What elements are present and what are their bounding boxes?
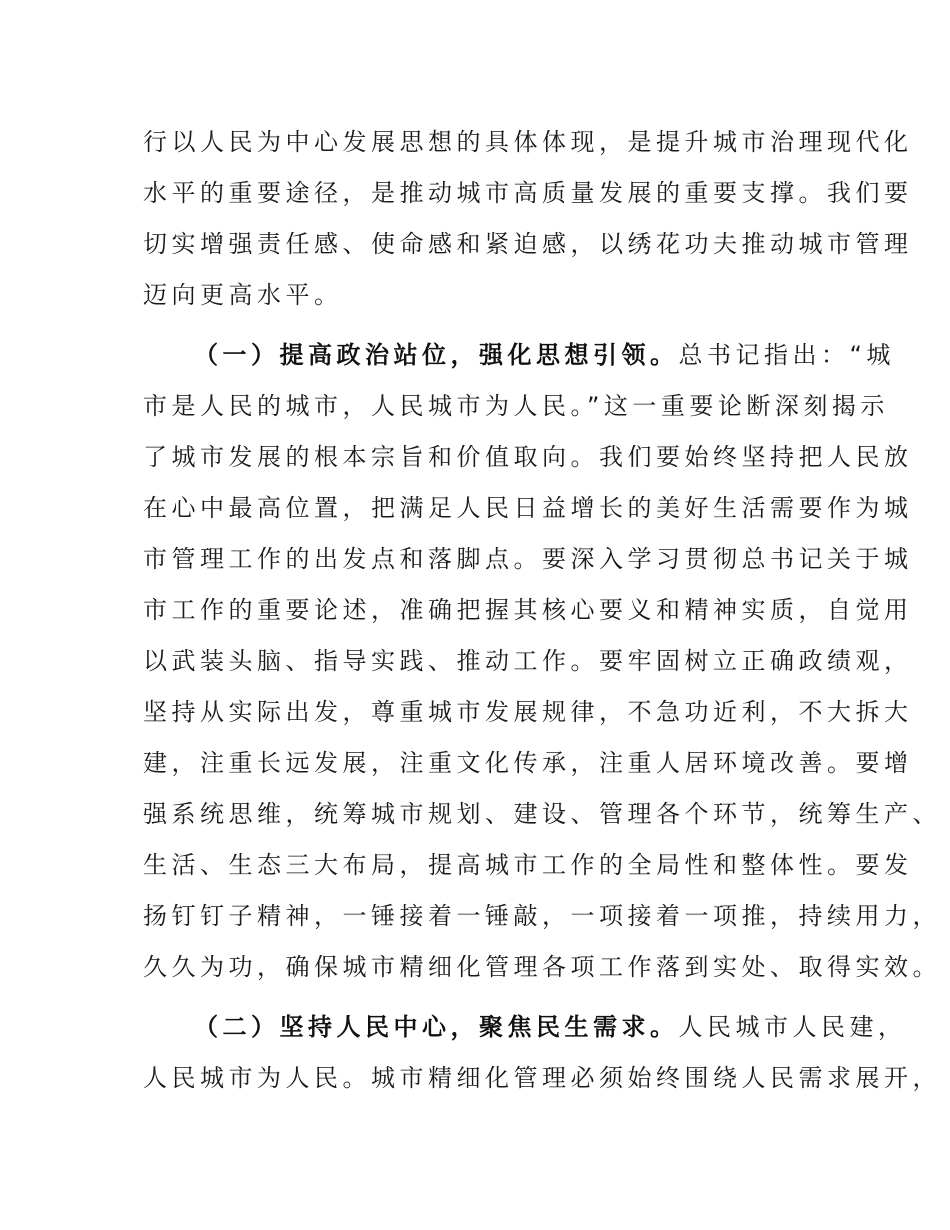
intro-line: 迈向更高水平。: [143, 281, 343, 309]
section1-line: 久久为功，确保城市精细化管理各项工作落到实处、取得实效。: [143, 953, 941, 981]
intro-line: 切实增强责任感、使命感和紧迫感，以绣花功夫推动城市管理: [143, 230, 913, 258]
section1-line: 强系统思维，统筹城市规划、建设、管理各个环节，统筹生产、: [143, 800, 941, 828]
section1-line: 在心中最高位置，把满足人民日益增长的美好生活需要作为城: [143, 494, 913, 522]
section2-heading: （二）坚持人民中心，聚焦民生需求。: [194, 1013, 679, 1041]
section1-first-line-text: 总书记指出：“城: [678, 341, 895, 369]
section1-line: 市是人民的城市，人民城市为人民。”这一重要论断深刻揭示: [143, 392, 889, 420]
section2-first-line-text: 人民城市人民建，: [678, 1013, 907, 1041]
section1-first-line: [194, 335, 895, 375]
intro-line: 行以人民为中心发展思想的具体体现，是提升城市治理现代化: [143, 128, 913, 156]
section2-line: 人民城市为人民。城市精细化管理必须始终围绕人民需求展开，: [143, 1064, 941, 1092]
section1-line: 市工作的重要论述，准确把握其核心要义和精神实质，自觉用: [143, 596, 913, 624]
section1-line: 扬钉钉子精神，一锤接着一锤敲，一项接着一项推，持续用力，: [143, 902, 941, 930]
section1-line: 市管理工作的出发点和落脚点。要深入学习贯彻总书记关于城: [143, 545, 913, 573]
section1-line: 坚持从实际出发，尊重城市发展规律，不急功近利，不大拆大: [143, 698, 913, 726]
section1-line: 生活、生态三大布局，提高城市工作的全局性和整体性。要发: [143, 851, 913, 879]
section1-line: 以武装头脑、指导实践、推动工作。要牢固树立正确政绩观，: [143, 647, 913, 675]
section1-heading: （一）提高政治站位，强化思想引领。: [194, 341, 679, 369]
section2-first-line: [194, 1007, 907, 1047]
section1-line: 了城市发展的根本宗旨和价值取向。我们要始终坚持把人民放: [143, 443, 913, 471]
intro-line: 水平的重要途径，是推动城市高质量发展的重要支撑。我们要: [143, 179, 913, 207]
section1-line: 建，注重长远发展，注重文化传承，注重人居环境改善。要增: [143, 749, 913, 777]
